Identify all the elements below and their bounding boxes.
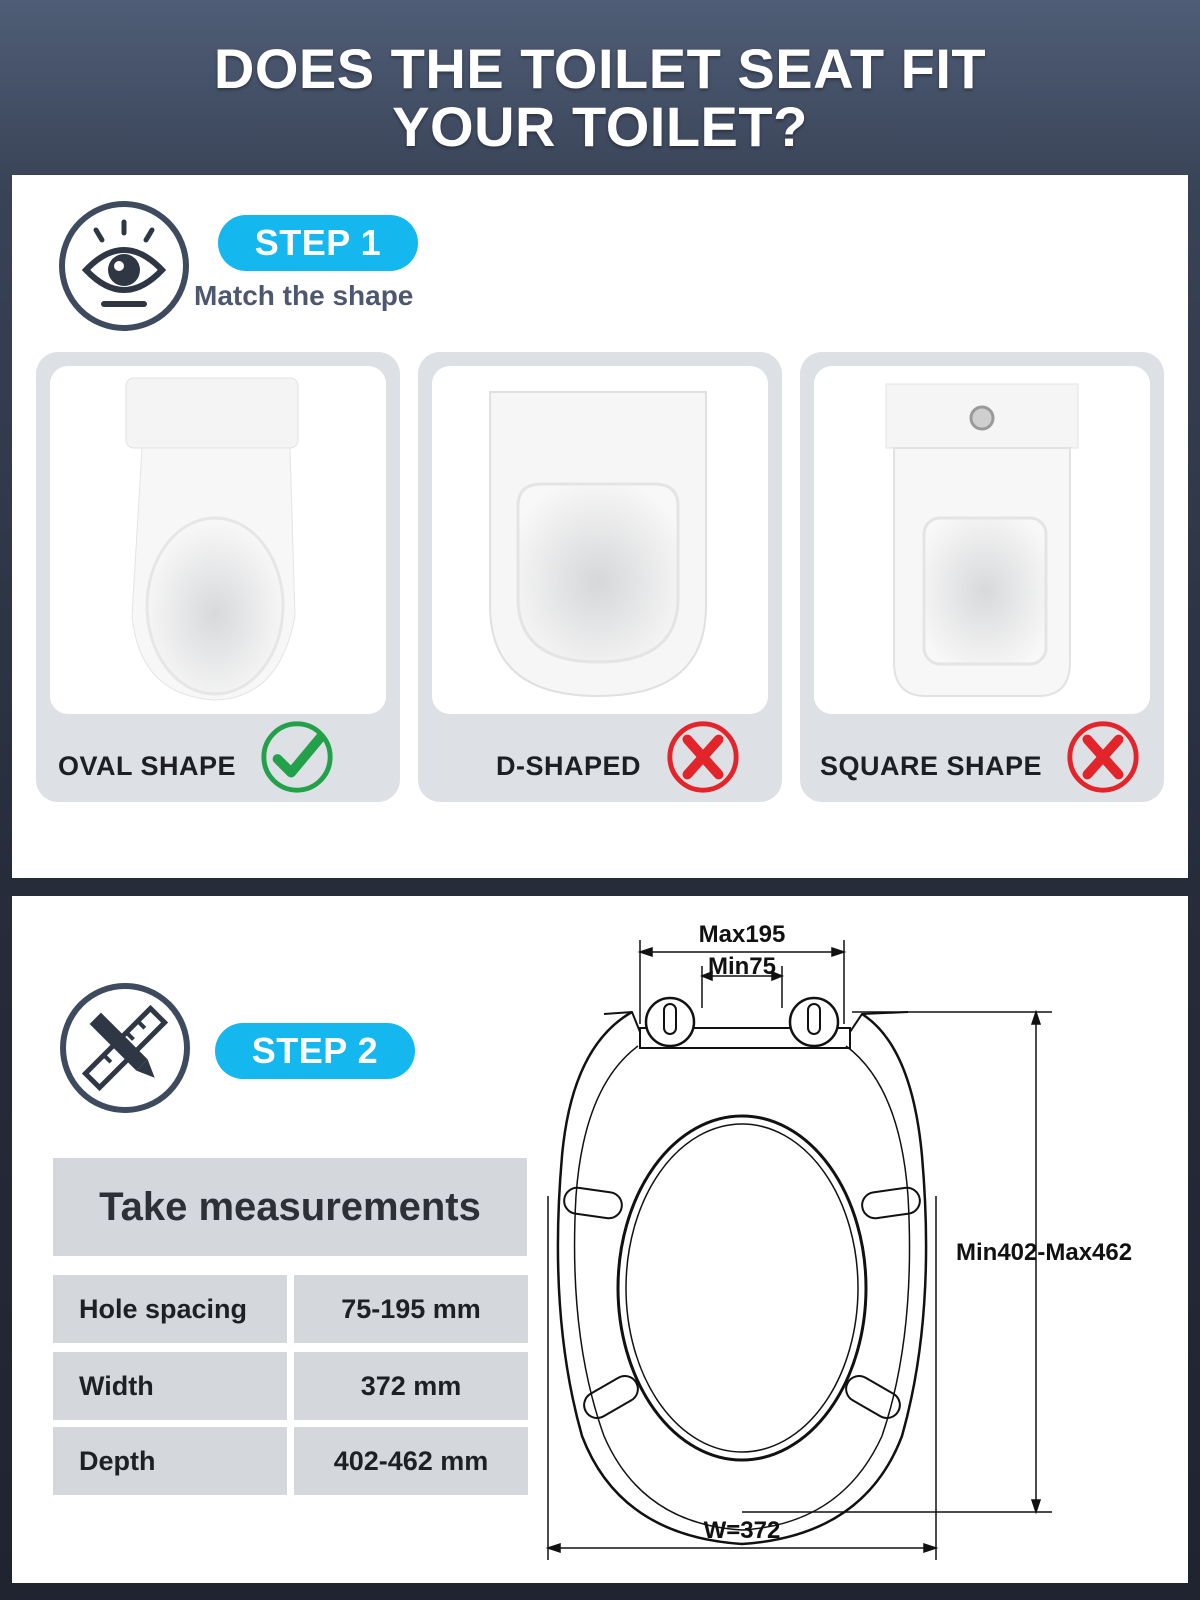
- step1-pill: STEP 1: [218, 215, 418, 271]
- shape-label-d: D-SHAPED: [496, 751, 642, 781]
- cross-icon: [1064, 718, 1142, 796]
- step2-pill: STEP 2: [215, 1023, 415, 1079]
- step2-panel: [12, 896, 1188, 1583]
- oval-toilet-image: [50, 366, 386, 714]
- dim-width: W=372: [703, 1517, 781, 1544]
- shape-label-oval: OVAL SHAPE: [58, 751, 237, 781]
- step1-subtitle: Match the shape: [194, 280, 414, 311]
- pencil-ruler-icon: [75, 998, 175, 1098]
- shape-card-square: [800, 352, 1164, 802]
- check-icon: [258, 718, 336, 796]
- dim-depth: Min402-Max462: [956, 1239, 1133, 1266]
- eye-icon: [74, 216, 174, 316]
- shape-card-d: [418, 352, 782, 802]
- title-line-2: YOUR TOILET?: [392, 95, 808, 158]
- shape-card-oval: [36, 352, 400, 802]
- cross-icon: [664, 718, 742, 796]
- row-value-hole-spacing: 75-195 mm: [294, 1275, 528, 1343]
- row-label-width: Width: [53, 1352, 287, 1420]
- row-value-width: 372 mm: [294, 1352, 528, 1420]
- d-shaped-toilet-image: [432, 366, 768, 714]
- dim-min-spacing: Min75: [707, 953, 777, 980]
- row-value-depth: 402-462 mm: [294, 1427, 528, 1495]
- title-line-1: DOES THE TOILET SEAT FIT: [213, 37, 987, 100]
- square-toilet-image: [814, 366, 1150, 714]
- step2-icon-circle: [60, 983, 190, 1113]
- shape-label-square: SQUARE SHAPE: [820, 751, 1043, 781]
- page-title: [0, 37, 1200, 158]
- toilet-seat-dimension-diagram: [542, 896, 1188, 1583]
- step1-icon-circle: [59, 201, 189, 331]
- measurements-heading: Take measurements: [53, 1158, 527, 1256]
- dim-max-spacing: Max195: [698, 921, 786, 948]
- row-label-depth: Depth: [53, 1427, 287, 1495]
- row-label-hole-spacing: Hole spacing: [53, 1275, 287, 1343]
- step1-panel: [12, 175, 1188, 878]
